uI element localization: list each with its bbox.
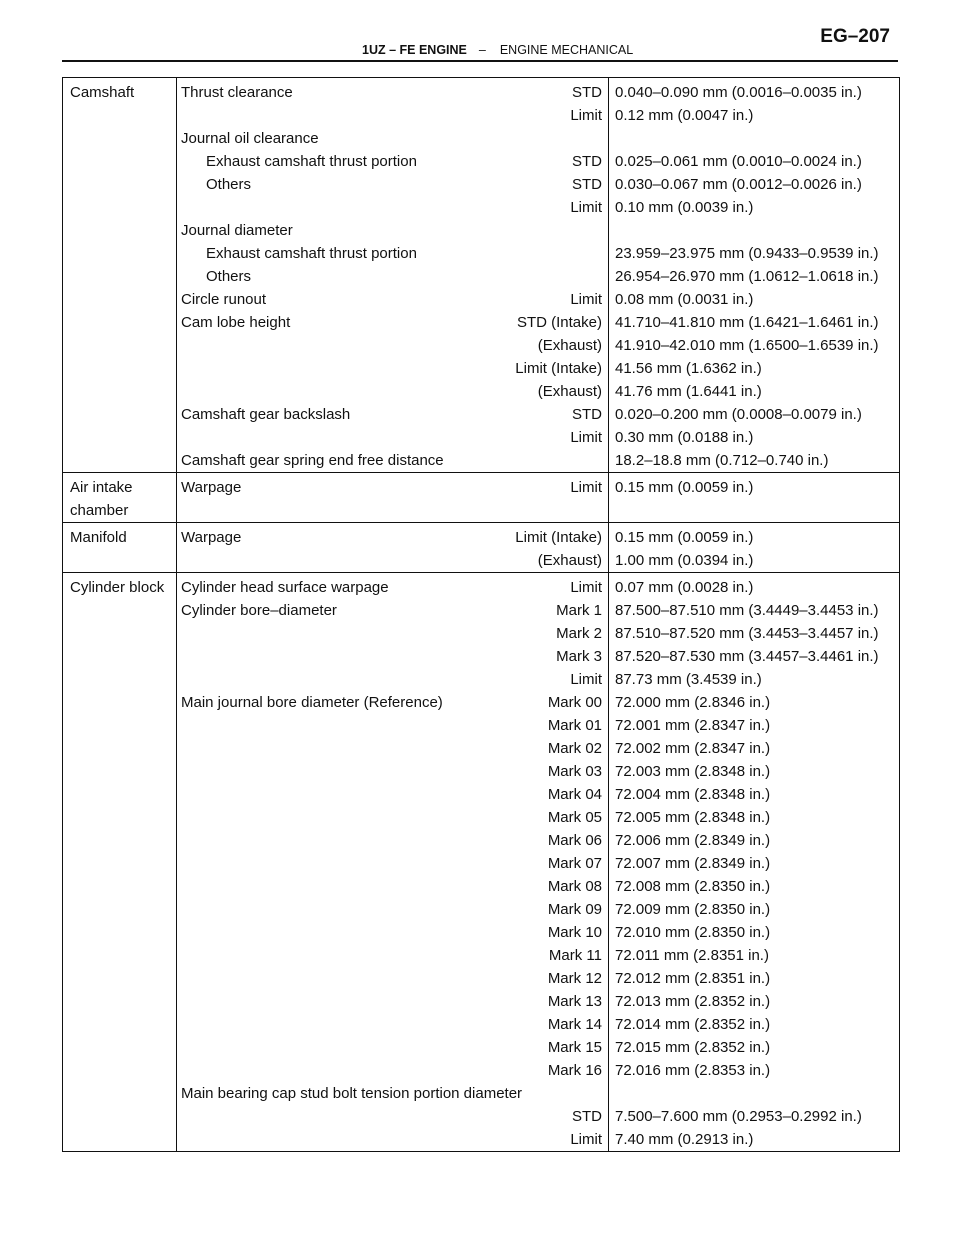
spec-value: 0.30 mm (0.0188 in.) xyxy=(615,429,754,446)
spec-line xyxy=(177,173,608,196)
spec-line xyxy=(177,990,608,1013)
spec-line xyxy=(177,1013,608,1036)
spec-value: 72.012 mm (2.8351 in.) xyxy=(615,970,771,987)
condition-label: Limit xyxy=(570,479,602,496)
spec-value: 41.56 mm (1.6362 in.) xyxy=(615,360,762,377)
item-label: Camshaft gear backslash xyxy=(181,406,351,423)
item-label: Others xyxy=(206,268,252,285)
spec-value: 0.12 mm (0.0047 in.) xyxy=(615,107,754,124)
spec-line xyxy=(177,645,608,668)
item-label: Journal oil clearance xyxy=(181,130,319,147)
spec-value: 72.010 mm (2.8350 in.) xyxy=(615,924,771,941)
item-label: Journal diameter xyxy=(181,222,293,239)
spec-value: 0.15 mm (0.0059 in.) xyxy=(615,529,754,546)
spec-value: 72.011 mm (2.8351 in.) xyxy=(615,947,769,964)
spec-line xyxy=(177,1105,608,1128)
spec-value: 72.005 mm (2.8348 in.) xyxy=(615,809,771,826)
spec-value: 72.016 mm (2.8353 in.) xyxy=(615,1062,771,1079)
item-label: Exhaust camshaft thrust portion xyxy=(206,245,417,262)
spec-line xyxy=(177,311,608,334)
spec-value: 0.025–0.061 mm (0.0010–0.0024 in.) xyxy=(615,153,862,170)
spec-value: 72.013 mm (2.8352 in.) xyxy=(615,993,771,1010)
spec-line xyxy=(177,242,608,265)
item-label: Cylinder bore–diameter xyxy=(181,602,337,619)
spec-value: 41.76 mm (1.6441 in.) xyxy=(615,383,762,400)
part-cell xyxy=(63,78,177,473)
spec-value: 23.959–23.975 mm (0.9433–0.9539 in.) xyxy=(615,245,879,262)
condition-label: Mark 04 xyxy=(547,786,602,803)
condition-label: STD xyxy=(572,153,602,170)
spec-value: 87.520–87.530 mm (3.4457–3.4461 in.) xyxy=(615,648,879,665)
spec-line xyxy=(177,449,608,472)
value-cell xyxy=(609,473,900,523)
spec-line xyxy=(177,150,608,173)
condition-label: (Exhaust) xyxy=(537,337,602,354)
item-label: Others xyxy=(206,176,252,193)
spec-value: 72.000 mm (2.8346 in.) xyxy=(615,694,771,711)
condition-label: Mark 11 xyxy=(548,947,602,964)
condition-label: STD xyxy=(572,176,602,193)
condition-label: Mark 09 xyxy=(547,901,602,918)
condition-label: Mark 3 xyxy=(556,648,602,665)
condition-label: Mark 14 xyxy=(547,1016,602,1033)
item-label: Exhaust camshaft thrust portion xyxy=(206,153,417,170)
spec-value: 0.07 mm (0.0028 in.) xyxy=(615,579,754,596)
spec-table-body xyxy=(63,78,900,1152)
condition-label: Mark 00 xyxy=(547,694,602,711)
condition-label: Mark 12 xyxy=(547,970,602,987)
spec-value xyxy=(609,1082,899,1105)
spec-line xyxy=(177,852,608,875)
spec-line xyxy=(177,599,608,622)
spec-value: 72.014 mm (2.8352 in.) xyxy=(615,1016,771,1033)
spec-line xyxy=(177,576,608,599)
spec-line xyxy=(177,288,608,311)
spec-line xyxy=(177,622,608,645)
spec-value: 18.2–18.8 mm (0.712–0.740 in.) xyxy=(615,452,829,469)
spec-value: 72.001 mm (2.8347 in.) xyxy=(615,717,771,734)
condition-label: Mark 03 xyxy=(547,763,602,780)
item-label: Warpage xyxy=(181,529,242,546)
item-label: Warpage xyxy=(181,479,242,496)
condition-label: Mark 07 xyxy=(547,855,602,872)
spec-line xyxy=(177,875,608,898)
spec-line xyxy=(177,549,608,572)
condition-label: Mark 02 xyxy=(547,740,602,757)
condition-label: Mark 08 xyxy=(547,878,602,895)
spec-line xyxy=(177,526,608,549)
spec-value: 7.500–7.600 mm (0.2953–0.2992 in.) xyxy=(615,1108,862,1125)
spec-line xyxy=(177,380,608,403)
section-name: ENGINE MECHANICAL xyxy=(499,43,634,57)
spec-line xyxy=(177,334,608,357)
condition-label: Limit (Intake) xyxy=(515,529,602,546)
spec-value: 72.002 mm (2.8347 in.) xyxy=(615,740,771,757)
condition-label: Limit xyxy=(570,107,602,124)
item-label: Cam lobe height xyxy=(181,314,291,331)
part-cell xyxy=(63,523,177,573)
spec-line xyxy=(177,783,608,806)
spec-value: 72.007 mm (2.8349 in.) xyxy=(615,855,771,872)
condition-label: Mark 1 xyxy=(556,602,602,619)
spec-line xyxy=(177,1128,608,1151)
table-row xyxy=(63,473,900,523)
spec-value: 0.040–0.090 mm (0.0016–0.0035 in.) xyxy=(615,84,862,101)
spec-value: 72.004 mm (2.8348 in.) xyxy=(615,786,771,803)
condition-label: Limit xyxy=(570,291,602,308)
spec-line xyxy=(177,426,608,449)
running-header xyxy=(362,43,633,57)
spec-line xyxy=(177,1036,608,1059)
condition-label: Mark 15 xyxy=(547,1039,602,1056)
part-name: Air intake xyxy=(70,479,133,496)
spec-value: 87.73 mm (3.4539 in.) xyxy=(615,671,762,688)
item-label: Thrust clearance xyxy=(181,84,293,101)
spec-value: 41.910–42.010 mm (1.6500–1.6539 in.) xyxy=(615,337,879,354)
spec-value xyxy=(609,499,899,522)
engine-name: 1UZ – FE ENGINE xyxy=(362,43,467,57)
item-label: Camshaft gear spring end free distance xyxy=(181,452,444,469)
spec-value: 0.020–0.200 mm (0.0008–0.0079 in.) xyxy=(615,406,862,423)
page-number: EG–207 xyxy=(820,26,890,47)
item-label: Main bearing cap stud bolt tension portion diameter xyxy=(181,1085,523,1102)
spec-line xyxy=(177,1059,608,1082)
spec-value: 0.10 mm (0.0039 in.) xyxy=(615,199,754,216)
spec-value: 72.008 mm (2.8350 in.) xyxy=(615,878,771,895)
condition-label: (Exhaust) xyxy=(537,383,602,400)
condition-label: Mark 10 xyxy=(547,924,602,941)
spec-value: 87.500–87.510 mm (3.4449–3.4453 in.) xyxy=(615,602,879,619)
item-label: Main journal bore diameter (Reference) xyxy=(181,694,443,711)
table-row xyxy=(63,523,900,573)
item-cell xyxy=(177,523,609,573)
item-cell xyxy=(177,473,609,523)
condition-label: STD xyxy=(572,84,602,101)
part-cell xyxy=(63,573,177,1152)
spec-value: 26.954–26.970 mm (1.0612–1.0618 in.) xyxy=(615,268,879,285)
value-cell xyxy=(609,78,900,473)
part-name: Cylinder block xyxy=(70,579,165,596)
spec-value: 0.030–0.067 mm (0.0012–0.0026 in.) xyxy=(615,176,862,193)
spec-value: 87.510–87.520 mm (3.4453–3.4457 in.) xyxy=(615,625,879,642)
item-cell xyxy=(177,78,609,473)
value-cell xyxy=(609,523,900,573)
spec-line xyxy=(177,196,608,219)
spec-line xyxy=(177,265,608,288)
condition-label: Mark 06 xyxy=(547,832,602,849)
spec-line xyxy=(177,921,608,944)
item-cell xyxy=(177,573,609,1152)
spec-value: 72.009 mm (2.8350 in.) xyxy=(615,901,771,918)
spec-value xyxy=(609,219,899,242)
spec-line xyxy=(177,668,608,691)
part-name: Manifold xyxy=(70,529,127,546)
spec-value: 0.15 mm (0.0059 in.) xyxy=(615,479,754,496)
spec-value: 72.003 mm (2.8348 in.) xyxy=(615,763,771,780)
spec-line xyxy=(177,737,608,760)
item-label: Cylinder head surface warpage xyxy=(181,579,389,596)
spec-line xyxy=(177,219,608,242)
spec-line xyxy=(177,81,608,104)
spec-line xyxy=(177,104,608,127)
spec-value: 41.710–41.810 mm (1.6421–1.6461 in.) xyxy=(615,314,879,331)
condition-label: Mark 2 xyxy=(556,625,602,642)
spec-value: 1.00 mm (0.0394 in.) xyxy=(615,552,754,569)
condition-label: Limit xyxy=(570,579,602,596)
spec-line xyxy=(177,127,608,150)
condition-label: Mark 01 xyxy=(547,717,602,734)
condition-label: STD (Intake) xyxy=(516,314,602,331)
spec-table xyxy=(62,77,900,1152)
spec-value xyxy=(609,127,899,150)
spec-line xyxy=(177,476,608,499)
spec-value: 72.015 mm (2.8352 in.) xyxy=(615,1039,771,1056)
spec-line xyxy=(177,944,608,967)
condition-label: Mark 13 xyxy=(547,993,602,1010)
condition-label: Limit xyxy=(570,671,602,688)
table-row xyxy=(63,573,900,1152)
spec-line xyxy=(177,1082,608,1105)
part-cell xyxy=(63,473,177,523)
part-name: Camshaft xyxy=(70,84,135,101)
condition-label: Limit (Intake) xyxy=(515,360,602,377)
spec-line xyxy=(177,499,608,522)
spec-value: 7.40 mm (0.2913 in.) xyxy=(615,1131,754,1148)
condition-label: Limit xyxy=(570,199,602,216)
spec-line xyxy=(177,806,608,829)
condition-label: Mark 05 xyxy=(547,809,602,826)
spec-line xyxy=(177,691,608,714)
page-header xyxy=(62,24,898,62)
condition-label: (Exhaust) xyxy=(537,552,602,569)
header-dash: – xyxy=(478,43,486,57)
condition-label: Limit xyxy=(570,1131,602,1148)
condition-label: Limit xyxy=(570,429,602,446)
spec-line xyxy=(177,714,608,737)
spec-line xyxy=(177,967,608,990)
spec-value: 72.006 mm (2.8349 in.) xyxy=(615,832,771,849)
condition-label: STD xyxy=(572,1108,602,1125)
item-label: Circle runout xyxy=(181,291,267,308)
condition-label: STD xyxy=(572,406,602,423)
spec-line xyxy=(177,829,608,852)
spec-line xyxy=(177,403,608,426)
spec-value: 0.08 mm (0.0031 in.) xyxy=(615,291,754,308)
spec-line xyxy=(177,898,608,921)
spec-line xyxy=(177,760,608,783)
spec-line xyxy=(177,357,608,380)
condition-label: Mark 16 xyxy=(547,1062,602,1079)
table-row xyxy=(63,78,900,473)
value-cell xyxy=(609,573,900,1152)
part-name: chamber xyxy=(70,502,129,519)
